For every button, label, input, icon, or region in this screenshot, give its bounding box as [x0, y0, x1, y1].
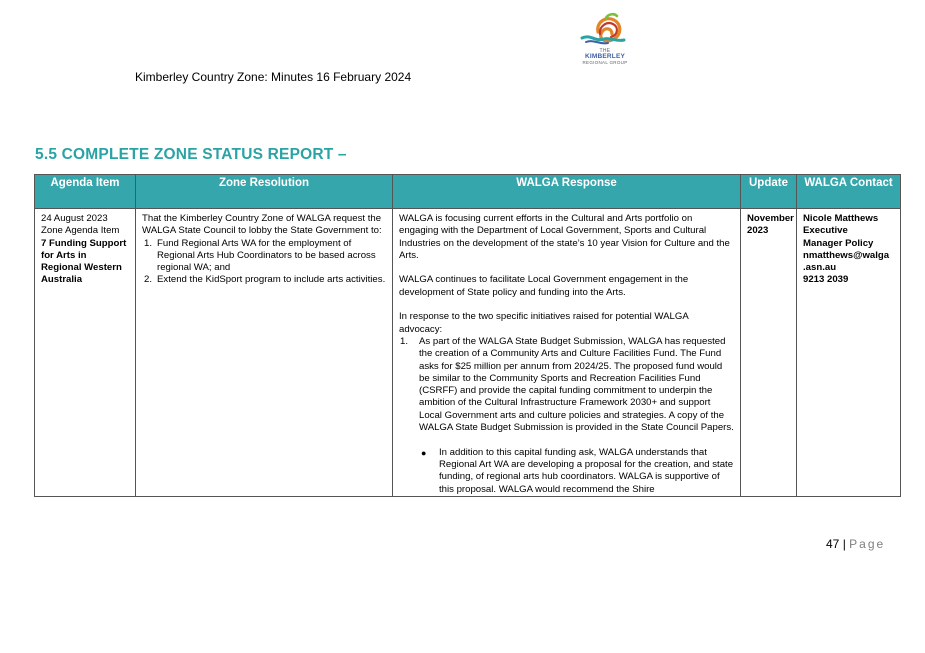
update-cell — [741, 209, 797, 497]
bullet-icon: ● — [421, 447, 427, 458]
page-label: Page — [849, 537, 886, 551]
agenda-label: Zone Agenda Item — [41, 225, 120, 237]
agenda-item-title: 7 Funding Support for Arts in Regional Western Australia — [41, 237, 127, 286]
update-month: November — [747, 213, 794, 224]
response-paragraph-1: WALGA is focusing current efforts in the Cultural and Arts portfolio on engaging with the Department of Local Government, Sports and Cultural Industries on the development of the state’s 10 year Vision for Culture and the Arts. — [399, 213, 730, 261]
section-heading: 5.5 COMPLETE ZONE STATUS REPORT – — [35, 146, 347, 163]
logo-text-kimberley: KIMBERLEY — [584, 53, 626, 60]
update-year: 2023 — [747, 225, 769, 237]
zone-resolution-cell — [136, 209, 393, 497]
walga-response-cell — [393, 209, 741, 497]
list-item-text: Fund Regional Arts WA for the employment of Regional Arts Hub Coordinators to be based across regional WA; and — [157, 237, 376, 274]
logo-text-the: THE — [599, 48, 611, 54]
zone-status-table — [34, 174, 901, 497]
column-header-walga-response: WALGA Response — [393, 175, 741, 209]
list-item — [142, 274, 386, 286]
table-row — [35, 209, 901, 497]
page-number: 47 — [826, 537, 840, 551]
contact-title-line-1: Executive — [803, 225, 848, 237]
column-header-walga-contact: WALGA Contact — [797, 175, 901, 209]
list-item-number: 1. — [144, 237, 153, 249]
contact-email-line-1: nmatthews@walga — [803, 249, 890, 261]
document-header-title: Kimberley Country Zone: Minutes 16 February 2024 — [135, 70, 412, 84]
resolution-list — [142, 238, 386, 287]
response-item-number: 1. — [400, 335, 409, 347]
contact-title-line-2: Manager Policy — [803, 237, 874, 249]
contact-email-line-2: .asn.au — [803, 262, 837, 274]
list-item-number: 2. — [144, 274, 153, 286]
page-separator: | — [842, 537, 846, 551]
resolution-intro: That the Kimberley Country Zone of WALGA request the WALGA State Council to lobby the State Government to: — [142, 213, 382, 237]
list-item — [142, 238, 386, 275]
column-header-agenda-item: Agenda Item — [35, 175, 136, 209]
agenda-item-cell — [35, 209, 136, 497]
response-paragraph-3: In response to the two specific initiatives raised for potential WALGA advocacy: — [399, 311, 689, 335]
page-number-footer — [826, 537, 885, 551]
table-header-row — [35, 175, 901, 209]
logo-swirl-icon — [576, 12, 634, 48]
agenda-date: 24 August 2023 — [41, 213, 108, 224]
kimberley-regional-group-logo — [576, 12, 634, 64]
response-numbered-item — [399, 336, 734, 434]
response-bullet-item — [399, 447, 734, 496]
walga-contact-cell — [797, 209, 901, 497]
response-bullet-text: In addition to this capital funding ask, WALGA understands that Regional Art WA are developing a proposal for the creation, and state funding, of regional arts hub coordinators. WALGA is supportive of this proposal. WALGA would recommend the Shire — [439, 446, 734, 495]
column-header-zone-resolution: Zone Resolution — [136, 175, 393, 209]
list-item-text: Extend the KidSport program to include arts activities. — [157, 274, 386, 286]
response-item-text: As part of the WALGA State Budget Submission, WALGA has requested the creation of a Community Arts and Culture Facilities Fund. The Fund asks for $25 million per annum from 2024/25. The proposed fund would be similar to the Community Sports and Recreation Facilities Fund (CSRFF) and provide the capital funding commitment to underpin the ambition of the Cultural Infrastructure Framework 2030+ and support Local Government arts and culture policies and strategies. A copy of the WALGA State Budget Submission is provided in the State Council Papers. — [419, 335, 734, 434]
logo-text-regional-group: REGIONAL GROUP — [582, 60, 628, 65]
column-header-update: Update — [741, 175, 797, 209]
response-paragraph-2: WALGA continues to facilitate Local Government engagement in the development of State policy and funding into the Arts. — [399, 274, 689, 298]
contact-phone: 9213 2039 — [803, 274, 849, 286]
contact-name: Nicole Matthews — [803, 213, 879, 224]
